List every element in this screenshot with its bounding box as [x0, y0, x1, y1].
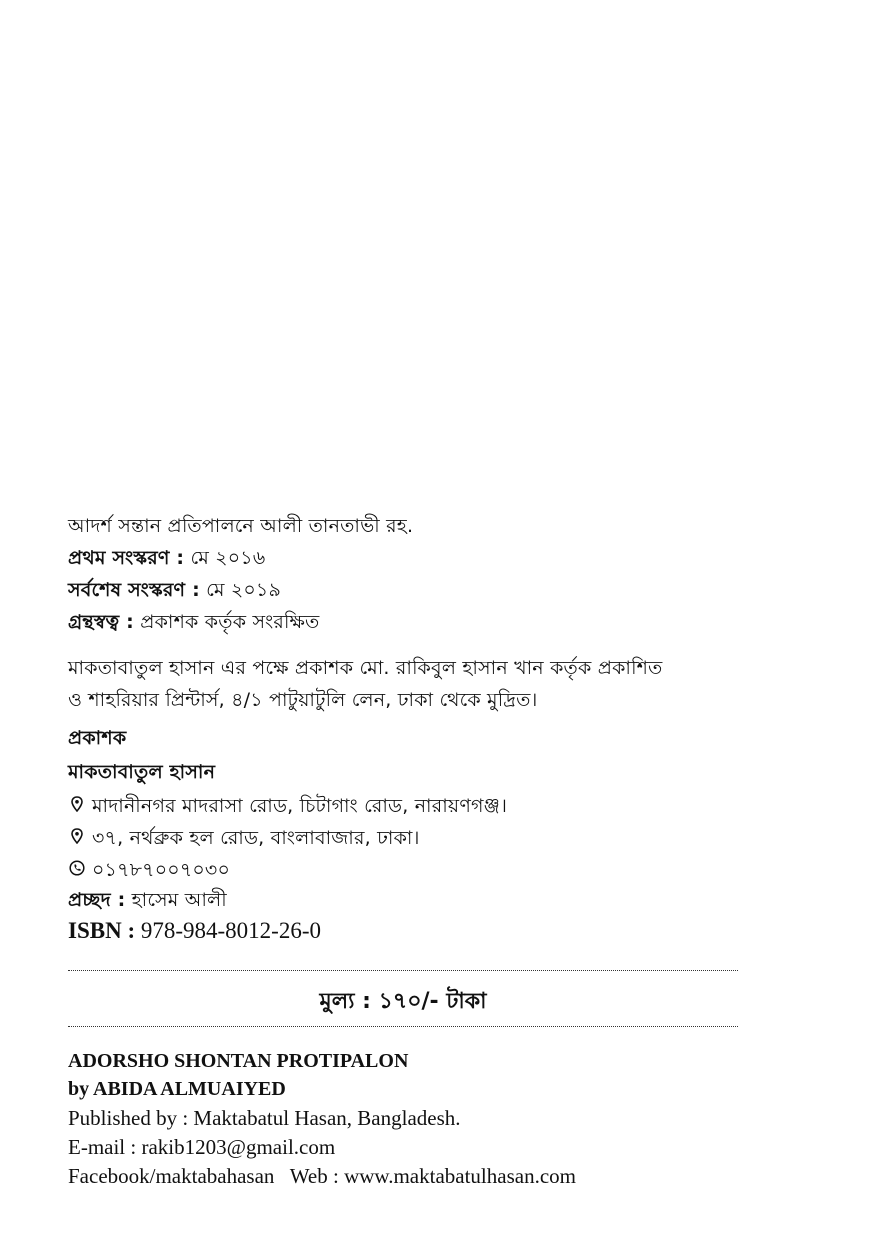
publisher-address-2-text: ৩৭, নর্থব্রুক হল রোড, বাংলাবাজার, ঢাকা।	[92, 827, 420, 849]
copyright	[68, 608, 320, 640]
copyright-value: প্রকাশক কর্তৃক সংরক্ষিত	[140, 611, 320, 633]
latest-edition	[68, 576, 281, 608]
publisher-phone	[68, 856, 230, 888]
publisher-address-1	[68, 792, 507, 824]
phone-icon	[68, 860, 86, 881]
price-bottom-divider	[68, 1026, 738, 1027]
price-top-divider	[68, 970, 738, 971]
latest-edition-value: মে ২০১৯	[206, 579, 281, 601]
publisher-address-2	[68, 824, 420, 856]
isbn-value: 978-984-8012-26-0	[140, 918, 321, 943]
english-title: ADORSHO SHONTAN PROTIPALON	[68, 1050, 409, 1072]
first-edition	[68, 544, 265, 576]
publishing-statement-line-1: মাকতাবাতুল হাসান এর পক্ষে প্রকাশক মো. রাকিবুল হাসান খান কর্তৃক প্রকাশিত	[68, 657, 663, 679]
isbn-label: ISBN :	[68, 918, 136, 943]
price-text: মুল্য : ১৭০/- টাকা	[319, 989, 487, 1014]
first-edition-label: প্রথম সংস্করণ :	[68, 547, 185, 569]
english-author: by ABIDA ALMUAIYED	[68, 1078, 286, 1100]
publisher-heading: প্রকাশক	[68, 727, 127, 749]
price-box	[68, 984, 738, 1021]
publisher-phone-text: ০১৭৮৭০০৭০৩০	[92, 859, 231, 881]
publisher-name: মাকতাবাতুল হাসান	[68, 761, 216, 783]
english-social-links: Facebook/maktabahasan Web : www.maktabatulhasan.com	[68, 1164, 576, 1188]
isbn	[68, 918, 321, 944]
english-email: E-mail : rakib1203@gmail.com	[68, 1135, 336, 1159]
first-edition-value: মে ২০১৬	[190, 547, 266, 569]
location-pin-icon	[68, 828, 86, 849]
cover-designer-value: হাসেম আলী	[131, 889, 227, 911]
cover-designer-label: প্রচ্ছদ :	[68, 889, 126, 911]
latest-edition-label: সর্বশেষ সংস্করণ :	[68, 579, 200, 601]
publisher-address-1-text: মাদানীনগর মাদরাসা রোড, চিটাগাং রোড, নারায়ণগঞ্জ।	[92, 795, 508, 817]
book-title-bengali: আদর্শ সন্তান প্রতিপালনে আলী তানতাভী রহ.	[68, 515, 414, 537]
copyright-label: গ্রন্থস্বত্ব :	[68, 611, 134, 633]
cover-designer	[68, 886, 227, 918]
english-published-by: Published by : Maktabatul Hasan, Bangladesh.	[68, 1106, 461, 1130]
publishing-statement-line-2: ও শাহরিয়ার প্রিন্টার্স, ৪/১ পাটুয়াটুলি লেন, ঢাকা থেকে মুদ্রিত।	[68, 689, 538, 711]
location-pin-icon	[68, 796, 86, 817]
